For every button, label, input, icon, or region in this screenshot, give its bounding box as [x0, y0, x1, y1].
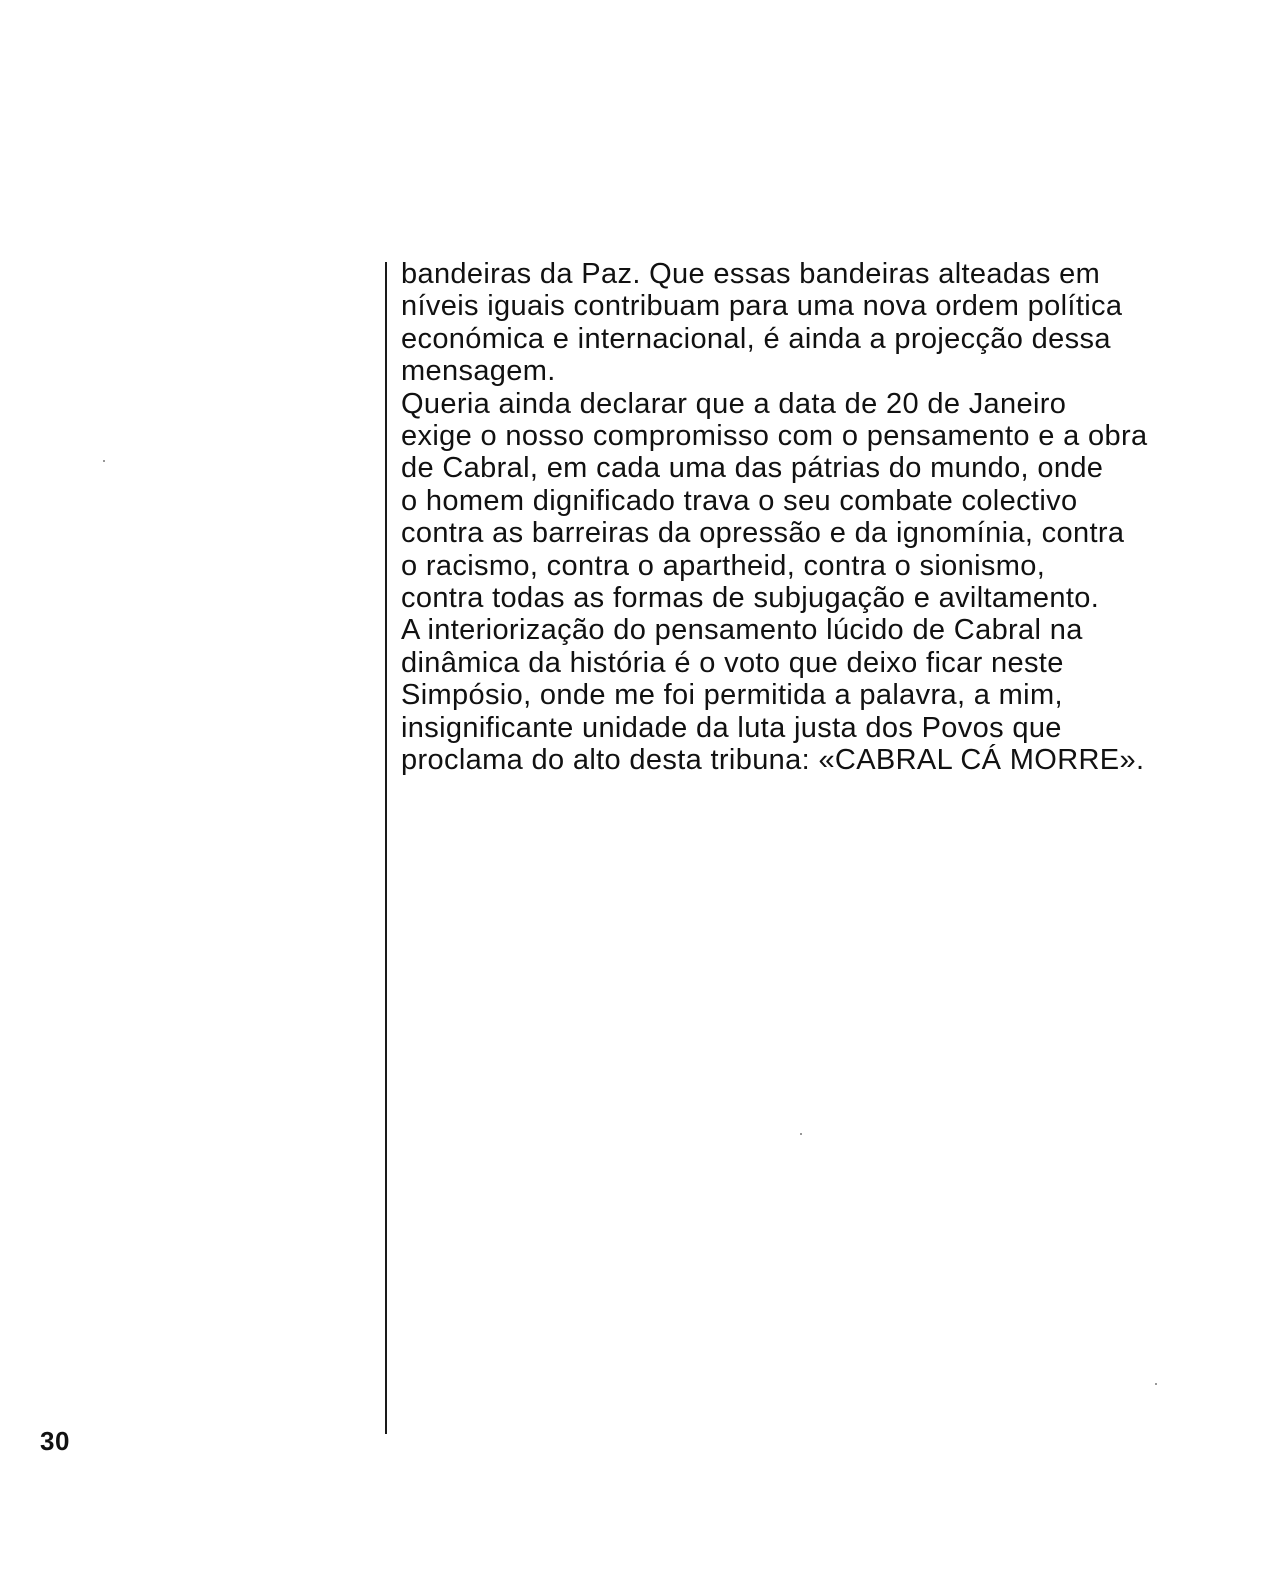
scan-speck — [103, 460, 105, 462]
text-line: bandeiras da Paz. Que essas bandeiras alteadas em — [401, 258, 1101, 290]
text-line: o homem dignificado trava o seu combate colectivo — [401, 484, 1078, 517]
text-line: contra as barreiras da opressão e da ignomínia, contra — [401, 517, 1125, 550]
page-number: 30 — [40, 1426, 70, 1456]
text-line: dinâmica da história é o voto que deixo ficar neste — [401, 646, 1064, 679]
text-line: Queria ainda declarar que a data de 20 de Janeiro — [401, 387, 1067, 420]
text-line: insignificante unidade da luta justa dos Povos que — [401, 711, 1062, 744]
text-line: mensagem. — [401, 355, 556, 388]
text-line: proclama do alto desta tribuna: «CABRAL CÁ MORRE». — [401, 744, 1145, 777]
body-text — [401, 258, 1261, 777]
text-line: económica e internacional, é ainda a projecção dessa — [401, 322, 1111, 355]
text-line: o racismo, contra o apartheid, contra o sionismo, — [401, 549, 1046, 582]
text-line: exige o nosso compromisso com o pensamento e a obra — [401, 420, 1148, 453]
text-line: Simpósio, onde me foi permitida a palavra, a mim, — [401, 679, 1063, 712]
text-line: contra todas as formas de subjugação e aviltamento. — [401, 582, 1100, 615]
margin-rule — [385, 262, 387, 1434]
text-line: de Cabral, em cada uma das pátrias do mundo, onde — [401, 452, 1104, 485]
scan-speck — [800, 1133, 802, 1135]
text-line: A interiorização do pensamento lúcido de Cabral na — [401, 614, 1083, 647]
text-line: níveis iguais contribuam para uma nova ordem política — [401, 290, 1123, 323]
scan-speck — [1155, 1383, 1157, 1385]
